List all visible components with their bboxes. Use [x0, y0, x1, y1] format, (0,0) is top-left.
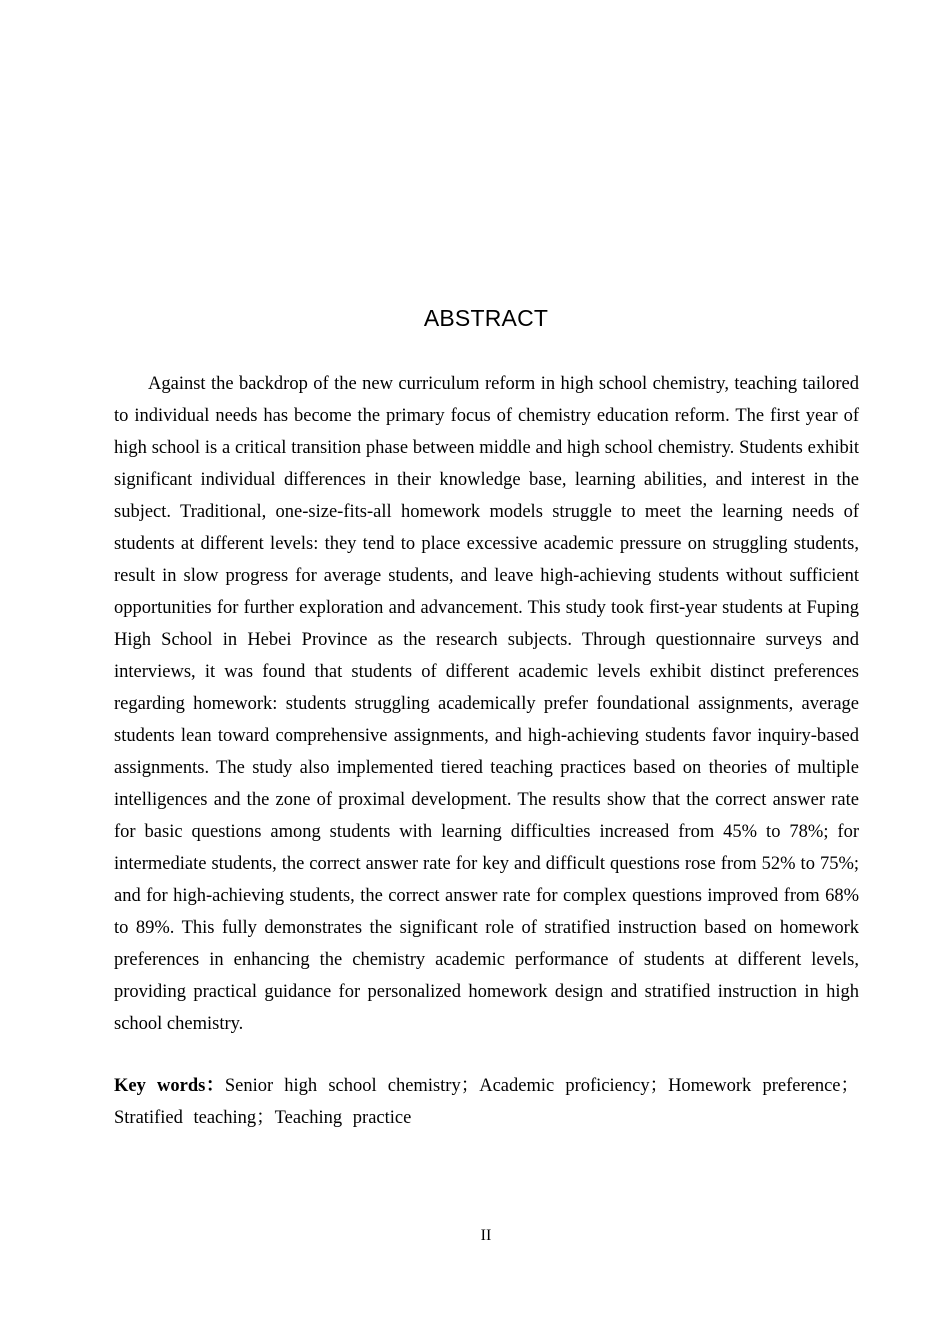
abstract-body: Against the backdrop of the new curriculum reform in high school chemistry, teaching tailored to individual needs has become the primary focus of chemistry education reform. The first year of high school is a critical transition phase between middle and high school chemistry. Students exhibit significant individual differences in their knowledge base, learning abilities, and interest in the subject. Traditional, one-size-fits-all homework models struggle to meet the learning needs of students at different levels: they tend to place excessive academic pressure on struggling students, result in slow progress for average students, and leave high-achieving students without sufficient opportunities for further exploration and advancement. This study took first-year students at Fuping High School in Hebei Province as the research subjects. Through questionnaire surveys and interviews, it was found that students of different academic levels exhibit distinct preferences regarding homework: students struggling academically prefer foundational assignments, average students lean toward comprehensive assignments, and high-achieving students favor inquiry-based assignments. The study also implemented tiered teaching practices based on theories of multiple intelligences and the zone of proximal development. The results show that the correct answer rate for basic questions among students with learning difficulties increased from 45% to 78%; for intermediate students, the correct answer rate for key and difficult questions rose from 52% to 75%; and for high-achieving students, the correct answer rate for complex questions improved from 68% to 89%. This fully demonstrates the significant role of stratified instruction based on homework preferences in enhancing the chemistry academic performance of students at different levels, providing practical guidance for personalized homework design and stratified instruction in high school chemistry. — [114, 374, 859, 1034]
keywords-text: Senior high school chemistry；Academic proficiency；Homework preference；Stratified teaching；Teaching practice — [114, 1076, 859, 1128]
abstract-title: ABSTRACT — [423, 305, 549, 331]
page-number: II — [480, 1227, 492, 1244]
keywords-label: Key words： — [114, 1076, 225, 1096]
keywords-paragraph — [114, 1070, 859, 1134]
